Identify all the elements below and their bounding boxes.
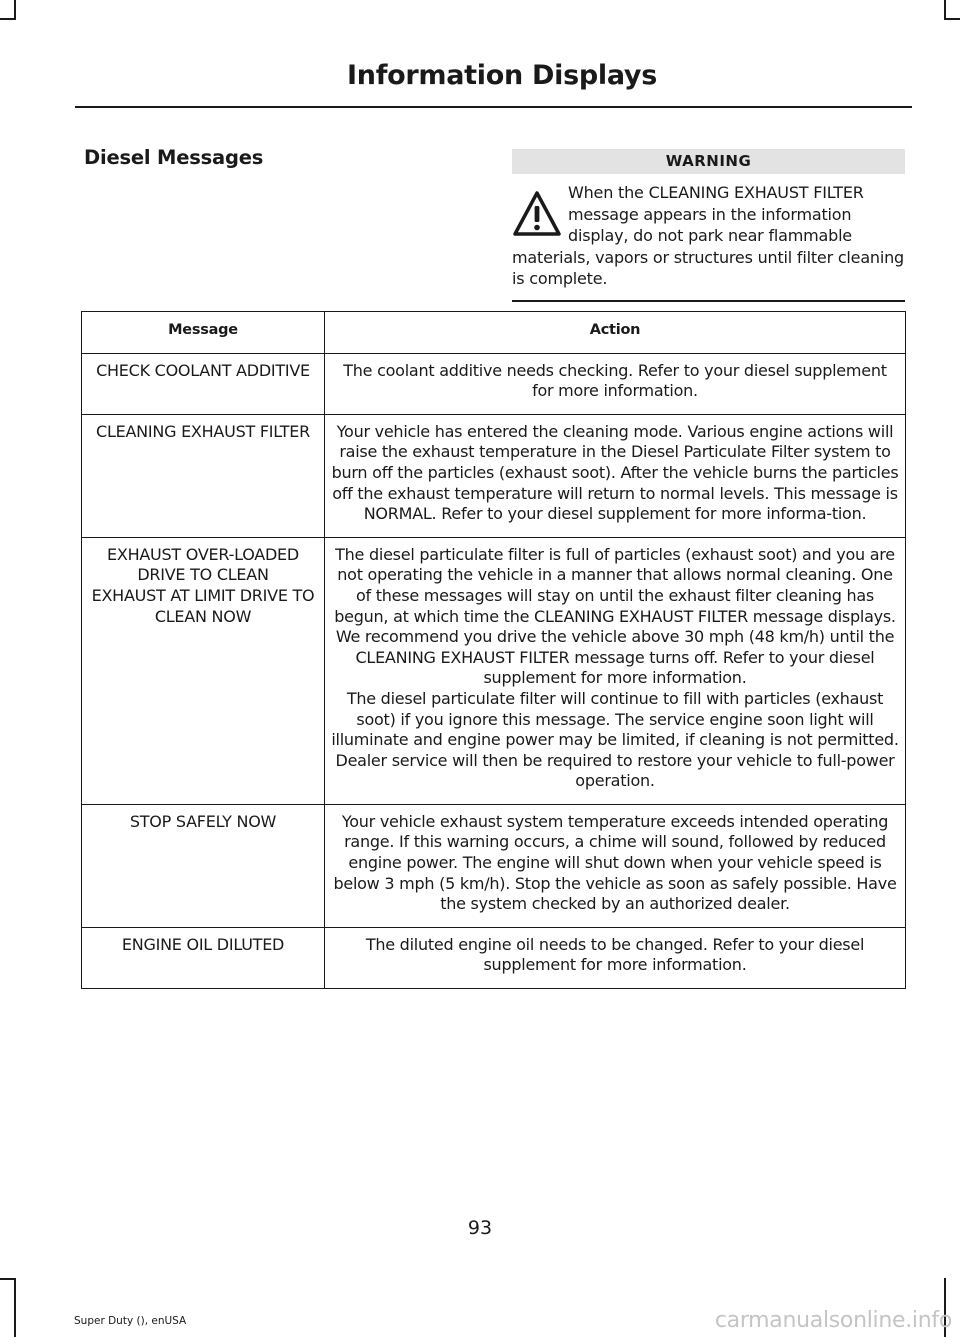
table-header-row — [82, 312, 906, 354]
action-cell — [325, 414, 906, 537]
action-text: The diesel particulate filter is full of particles (exhaust soot) and you are not operating the vehicle in a manner that allows normal cleaning. One of these messages will stay on until the exhaust filter cleaning has begun, at which time the CLEANING EXHAUST FILTER message displays. We recommend you drive the vehicle above 30 mph (48 km/h) until the CLEANING EXHAUST FILTER message turns off. Refer to your diesel supplement for more information. — [334, 544, 896, 688]
message-cell — [82, 927, 325, 988]
action-text: Your vehicle exhaust system temperature exceeds intended operating range. If this warning occurs, a chime will sound, followed by reduced engine power. The engine will shut down when your vehicle speed is below 3 mph (5 km/h). Stop the vehicle as soon as safely possible. Have the system checked by an authorized dealer. — [333, 811, 897, 914]
column-header-message: Message — [82, 312, 325, 354]
warning-label: WARNING — [512, 149, 905, 174]
message-text: EXHAUST OVER-LOADED DRIVE TO CLEAN — [107, 544, 299, 585]
action-cell — [325, 537, 906, 804]
action-text: The diesel particulate filter will continue to fill with particles (exhaust soot) if you ignore this message. The service engine soon light will illuminate and engine power may be limited, if cleaning is not permitted. Dealer service will then be required to restore your vehicle to full-power operation. — [331, 688, 899, 791]
section-heading: Diesel Messages — [84, 146, 264, 169]
message-text: CHECK COOLANT ADDITIVE — [96, 360, 310, 380]
message-cell — [82, 414, 325, 537]
message-text: STOP SAFELY NOW — [129, 811, 277, 831]
crop-mark-top-right-v — [944, 0, 946, 20]
crop-mark-top-left-h — [0, 18, 16, 20]
action-cell — [325, 927, 906, 988]
message-text: EXHAUST AT LIMIT DRIVE TO CLEAN NOW — [91, 585, 315, 626]
diesel-messages-table — [81, 311, 905, 989]
table-row — [82, 537, 906, 804]
page-number: 93 — [467, 1217, 493, 1239]
crop-mark-top-right-h — [944, 18, 960, 20]
warning-text: When the CLEANING EXHAUST FILTER message appears in the information display, do not park near flammable materials, vapors or structures until filter cleaning is complete. — [512, 183, 905, 288]
table-row — [82, 414, 906, 537]
action-text: The diluted engine oil needs to be changed. Refer to your diesel supplement for more information. — [365, 934, 865, 975]
warning-box — [512, 149, 905, 302]
action-text: The coolant additive needs checking. Refer to your diesel supplement for more information. — [343, 360, 887, 401]
table-row — [82, 927, 906, 988]
warning-body — [512, 182, 905, 302]
warning-exclamation-icon — [512, 190, 562, 238]
table-row — [82, 353, 906, 414]
table-row — [82, 804, 906, 927]
message-text: ENGINE OIL DILUTED — [121, 934, 285, 954]
message-text: CLEANING EXHAUST FILTER — [96, 421, 310, 441]
action-cell — [325, 804, 906, 927]
page-header-title: Information Displays — [347, 60, 657, 91]
header-rule — [75, 106, 912, 108]
column-header-action: Action — [325, 312, 906, 354]
crop-mark-bottom-left-v — [14, 1278, 16, 1337]
action-cell — [325, 353, 906, 414]
footer-doc-info: Super Duty (), enUSA — [74, 1315, 187, 1327]
action-text: Your vehicle has entered the cleaning mode. Various engine actions will raise the exhaust temperature in the Diesel Particulate Filter system to burn off the particles (exhaust soot). After the vehicle burns the particles off the exhaust temperature will return to normal levels. This message is NORMAL. Refer to your diesel supplement for more informa-tion. — [331, 421, 899, 524]
crop-mark-bottom-left-h — [0, 1278, 16, 1280]
watermark-text: carmanualsonline.info — [714, 1308, 952, 1333]
message-cell — [82, 537, 325, 804]
crop-mark-top-left-v — [14, 0, 16, 20]
message-cell — [82, 804, 325, 927]
messages-table — [81, 311, 906, 989]
message-cell — [82, 353, 325, 414]
